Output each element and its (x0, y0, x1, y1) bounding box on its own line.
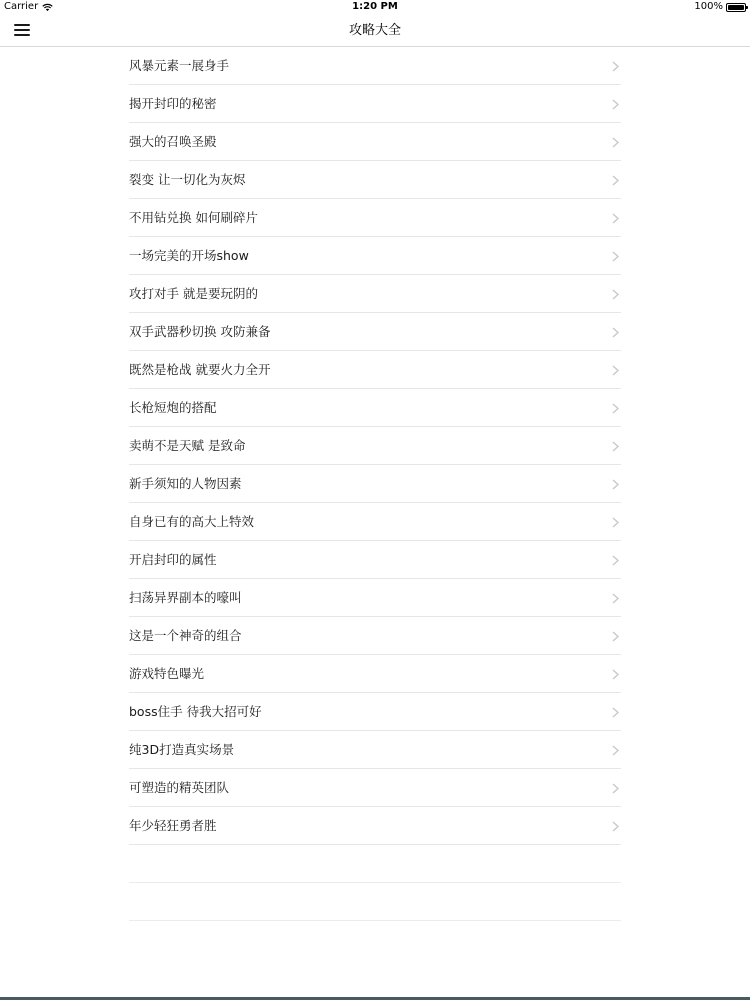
list-item[interactable] (129, 693, 621, 731)
chevron-right-icon (612, 251, 619, 262)
chevron-right-icon (612, 175, 619, 186)
list-item-label: boss住手 待我大招可好 (129, 704, 262, 719)
list-item-label: 裂变 让一切化为灰烬 (129, 172, 246, 187)
chevron-right-icon (612, 821, 619, 832)
list-item[interactable] (129, 313, 621, 351)
status-right (694, 0, 746, 14)
chevron-right-icon (612, 593, 619, 604)
list-item-label: 扫荡异界副本的嚎叫 (129, 590, 242, 605)
list-item-label: 双手武器秒切换 攻防兼备 (129, 324, 271, 339)
empty-row (129, 883, 621, 921)
list-item[interactable] (129, 351, 621, 389)
list-item[interactable] (129, 237, 621, 275)
list-item-label: 年少轻狂勇者胜 (129, 818, 217, 833)
list-item[interactable] (129, 503, 621, 541)
list-item-label: 卖萌不是天赋 是致命 (129, 438, 246, 453)
chevron-right-icon (612, 783, 619, 794)
navigation-bar (0, 14, 750, 47)
chevron-right-icon (612, 137, 619, 148)
list-item-label: 这是一个神奇的组合 (129, 628, 242, 643)
list-item-label: 不用钻兑换 如何刷碎片 (129, 210, 258, 225)
list-item-label: 可塑造的精英团队 (129, 780, 230, 795)
list-item[interactable] (129, 389, 621, 427)
chevron-right-icon (612, 745, 619, 756)
list-item[interactable] (129, 123, 621, 161)
chevron-right-icon (612, 327, 619, 338)
list-item-label: 风暴元素一展身手 (129, 58, 230, 73)
chevron-right-icon (612, 669, 619, 680)
battery-percent: 100% (694, 1, 723, 12)
list-item[interactable] (129, 655, 621, 693)
page-title: 攻略大全 (348, 23, 401, 38)
battery-fill (728, 5, 744, 10)
chevron-right-icon (612, 441, 619, 452)
status-bar (0, 0, 750, 14)
guide-list (129, 47, 621, 921)
list-item-label: 揭开封印的秘密 (129, 96, 217, 111)
list-item[interactable] (129, 769, 621, 807)
list-item-label: 强大的召唤圣殿 (129, 134, 217, 149)
carrier-label: Carrier (4, 1, 39, 12)
list-item[interactable] (129, 541, 621, 579)
list-item-label: 攻打对手 就是要玩阴的 (129, 286, 258, 301)
battery-cap (746, 6, 748, 9)
chevron-right-icon (612, 555, 619, 566)
chevron-right-icon (612, 479, 619, 490)
list-item[interactable] (129, 731, 621, 769)
chevron-right-icon (612, 61, 619, 72)
list-item-label: 长枪短炮的搭配 (129, 400, 217, 415)
chevron-right-icon (612, 289, 619, 300)
chevron-right-icon (612, 631, 619, 642)
list-item-label: 纯3D打造真实场景 (129, 742, 235, 757)
list-item[interactable] (129, 617, 621, 655)
list-item-label: 新手须知的人物因素 (129, 476, 242, 491)
list-item-label: 游戏特色曝光 (129, 666, 205, 681)
list-item[interactable] (129, 275, 621, 313)
list-item[interactable] (129, 427, 621, 465)
list-item-label: 一场完美的开场show (129, 248, 249, 263)
list-item[interactable] (129, 199, 621, 237)
list-item-label: 既然是枪战 就要火力全开 (129, 362, 271, 377)
chevron-right-icon (612, 99, 619, 110)
empty-row (129, 845, 621, 883)
list-item[interactable] (129, 161, 621, 199)
list-item[interactable] (129, 47, 621, 85)
chevron-right-icon (612, 213, 619, 224)
list-item[interactable] (129, 579, 621, 617)
chevron-right-icon (612, 403, 619, 414)
battery-icon (726, 3, 746, 12)
list-item[interactable] (129, 807, 621, 845)
list-item[interactable] (129, 465, 621, 503)
chevron-right-icon (612, 707, 619, 718)
status-time: 1:20 PM (352, 1, 398, 12)
list-item[interactable] (129, 85, 621, 123)
list-item-label: 自身已有的高大上特效 (129, 514, 255, 529)
chevron-right-icon (612, 365, 619, 376)
chevron-right-icon (612, 517, 619, 528)
list-item-label: 开启封印的属性 (129, 552, 217, 567)
